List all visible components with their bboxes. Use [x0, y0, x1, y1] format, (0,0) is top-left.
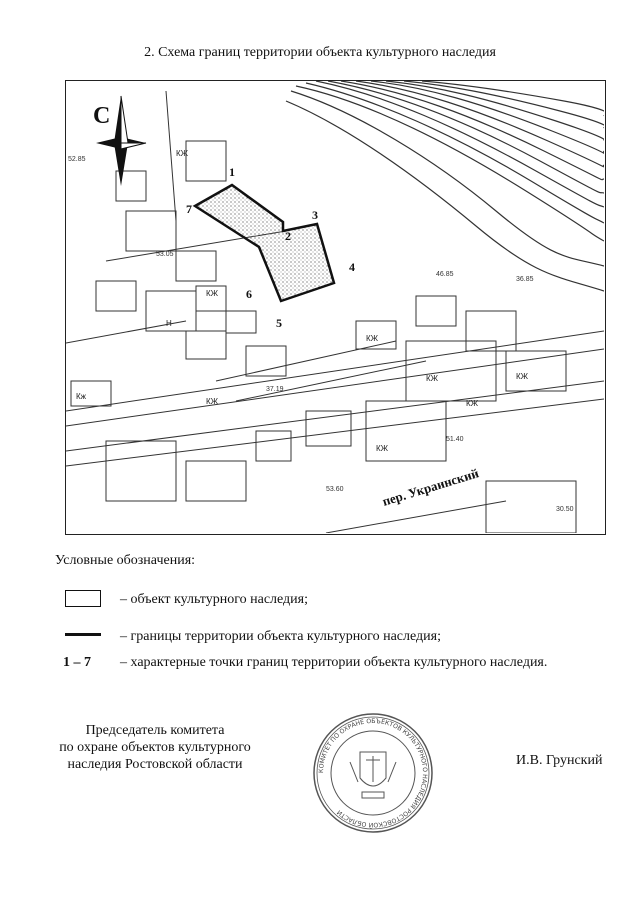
- svg-text:КЖ: КЖ: [426, 374, 439, 383]
- point-label-1: 1: [229, 165, 235, 179]
- point-label-4: 4: [349, 260, 355, 274]
- legend-heading: Условные обозначения:: [55, 553, 196, 568]
- legend-item-boundary: – границы территории объекта культурного наследия;: [120, 629, 441, 644]
- coat-of-arms-icon: [350, 752, 396, 798]
- map-height-marks: [68, 156, 574, 513]
- buildings: [71, 141, 576, 533]
- svg-text:КЖ: КЖ: [366, 334, 379, 343]
- svg-text:КЖ: КЖ: [466, 399, 479, 408]
- official-seal: [312, 712, 434, 834]
- svg-text:52.85: 52.85: [68, 156, 86, 163]
- svg-text:Н: Н: [166, 319, 172, 328]
- point-label-6: 6: [246, 287, 252, 301]
- legend-points-range: 1 – 7: [63, 655, 91, 670]
- legend-item-points: – характерные точки границ территории объекта культурного наследия.: [120, 655, 548, 670]
- svg-text:КЖ: КЖ: [516, 372, 529, 381]
- point-label-5: 5: [276, 316, 282, 330]
- svg-text:36.85: 36.85: [516, 276, 534, 283]
- svg-text:КЖ: КЖ: [206, 289, 219, 298]
- svg-text:37.19: 37.19: [266, 386, 284, 393]
- terrain-contour-lines: [286, 81, 604, 291]
- signer-name: И.В. Грунский: [516, 753, 603, 768]
- legend-item-object: – объект культурного наследия;: [120, 592, 308, 607]
- svg-text:КОМИТЕТ ПО ОХРАНЕ ОБЪЕКТОВ КУЛ: КОМИТЕТ ПО ОХРАНЕ ОБЪЕКТОВ КУЛЬТУРНОГО НАСЛЕДИЯ РОСТОВСКОЙ ОБЛАСТИ: [317, 717, 429, 829]
- point-label-2: 2: [285, 229, 291, 243]
- compass-rose: [93, 96, 146, 186]
- svg-text:51.40: 51.40: [446, 436, 464, 443]
- signatory-title: [50, 722, 260, 773]
- svg-text:КЖ: КЖ: [206, 397, 219, 406]
- point-label-7: 7: [186, 202, 192, 216]
- street-lines: [66, 91, 604, 533]
- map-building-labels: [76, 149, 529, 453]
- svg-text:КЖ: КЖ: [176, 149, 189, 158]
- chair-line-2: по охране объектов культурного: [59, 740, 251, 755]
- map-drawing: [66, 81, 604, 533]
- svg-text:КЖ: КЖ: [376, 444, 389, 453]
- chair-line-1: Председатель комитета: [85, 723, 225, 738]
- svg-text:53.05: 53.05: [156, 251, 174, 258]
- page-title: 2. Схема границ территории объекта культурного наследия: [144, 45, 496, 60]
- point-label-3: 3: [312, 208, 318, 222]
- svg-text:30.50: 30.50: [556, 506, 574, 513]
- chair-line-3: наследия Ростовской области: [67, 757, 243, 772]
- legend-boundary-symbol: [65, 633, 101, 636]
- svg-text:46.85: 46.85: [436, 271, 454, 278]
- svg-text:53.60: 53.60: [326, 486, 344, 493]
- compass-letter: С: [93, 103, 111, 129]
- legend-object-symbol: [65, 590, 101, 607]
- svg-text:Кж: Кж: [76, 392, 87, 401]
- street-label: пер. Украинский: [380, 465, 481, 509]
- cadastral-map: [65, 80, 606, 535]
